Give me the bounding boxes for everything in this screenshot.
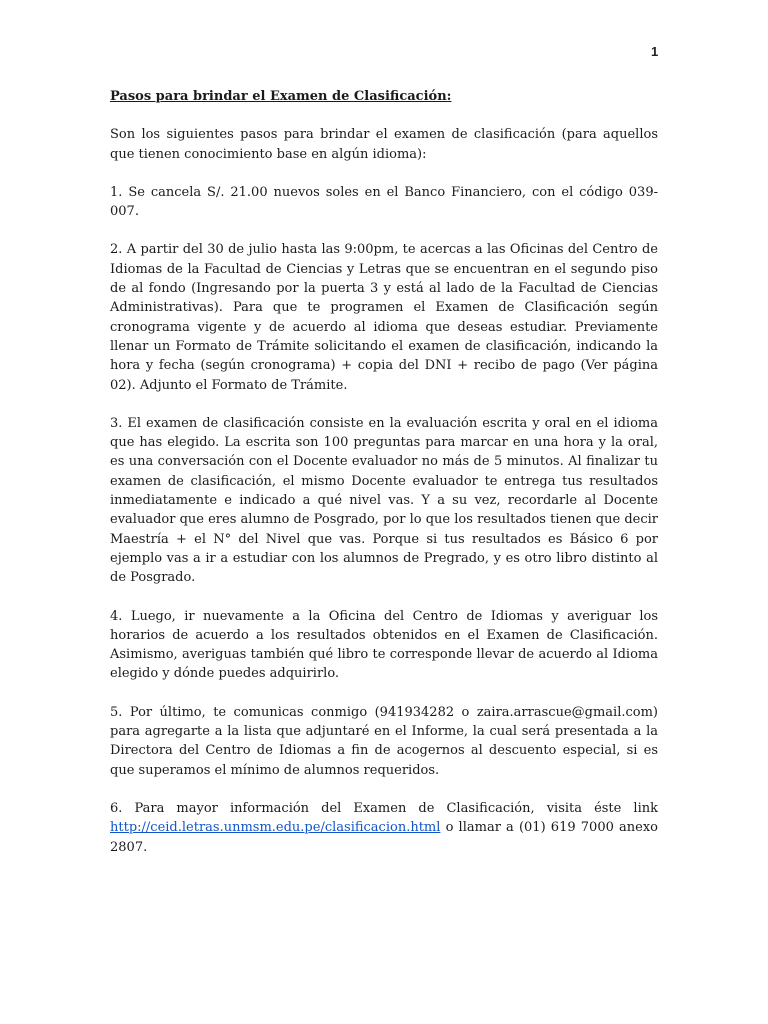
step-6-paragraph <box>110 799 658 857</box>
step-6-prefix: 6. Para mayor información del Examen de Clasificación, visita éste link <box>110 800 658 816</box>
clasificacion-link[interactable]: http://ceid.letras.unmsm.edu.pe/clasificacion.html <box>110 820 441 836</box>
intro-paragraph: Son los siguientes pasos para brindar el examen de clasificación (para aquellos que tienen conocimiento base en algún idioma): <box>110 127 658 162</box>
step-5-paragraph: 5. Por último, te comunicas conmigo (941934282 o zaira.arrascue@gmail.com) para agregarte a la lista que adjuntaré en el Informe, la cual será presentada a la Directora del Centro de Idiomas a fin de acogernos al descuento especial, si es que superamos el mínimo de alumnos requeridos. <box>110 704 658 778</box>
step-1-paragraph: 1. Se cancela S/. 21.00 nuevos soles en el Banco Financiero, con el código 039-007. <box>110 184 658 220</box>
step-2-paragraph: 2. A partir del 30 de julio hasta las 9:00pm, te acercas a las Oficinas del Centro de Idiomas de la Facultad de Ciencias y Letras que se encuentran en el segundo piso de al fondo (Ingresando por la puerta 3 y está al lado de la Facultad de Ciencias Administrativas). Para que te programen el Examen de Clasificación según cronograma vigente y de acuerdo al idioma que deseas estudiar. Previamente llenar un Formato de Trámite solicitando el examen de clasificación, indicando la hora y fecha (según cronograma) + copia del DNI + recibo de pago (Ver página 02). Adjunto el Formato de Trámite. <box>110 242 658 393</box>
document-title: Pasos para brindar el Examen de Clasificación: <box>110 89 452 104</box>
step-4-paragraph: 4. Luego, ir nuevamente a la Oficina del Centro de Idiomas y averiguar los horarios de acuerdo a los resultados obtenidos en el Examen de Clasificación. Asimismo, averiguas también qué libro te corresponde llevar de acuerdo al Idioma elegido y dónde puedes adquirirlo. <box>110 608 658 682</box>
document-body <box>110 87 658 876</box>
step-6-suffix: o llamar a (01) 619 7000 anexo 2807. <box>110 820 658 855</box>
step-3-paragraph: 3. El examen de clasificación consiste en la evaluación escrita y oral en el idioma que has elegido. La escrita son 100 preguntas para marcar en una hora y la oral, es una conversación con el Docente evaluador no más de 5 minutos. Al finalizar tu examen de clasificación, el mismo Docente evaluador te entrega tus resultados inmediatamente e indicado a qué nivel vas. Y a su vez, recordarle al Docente evaluador que eres alumno de Posgrado, por lo que los resultados tienen que decir Maestría + el N° del Nivel que vas. Porque si tus resultados es Básico 6 por ejemplo vas a ir a estudiar con los alumnos de Pregrado, y es otro libro distinto al de Posgrado. <box>110 415 658 586</box>
page-number: 1 <box>651 44 659 59</box>
